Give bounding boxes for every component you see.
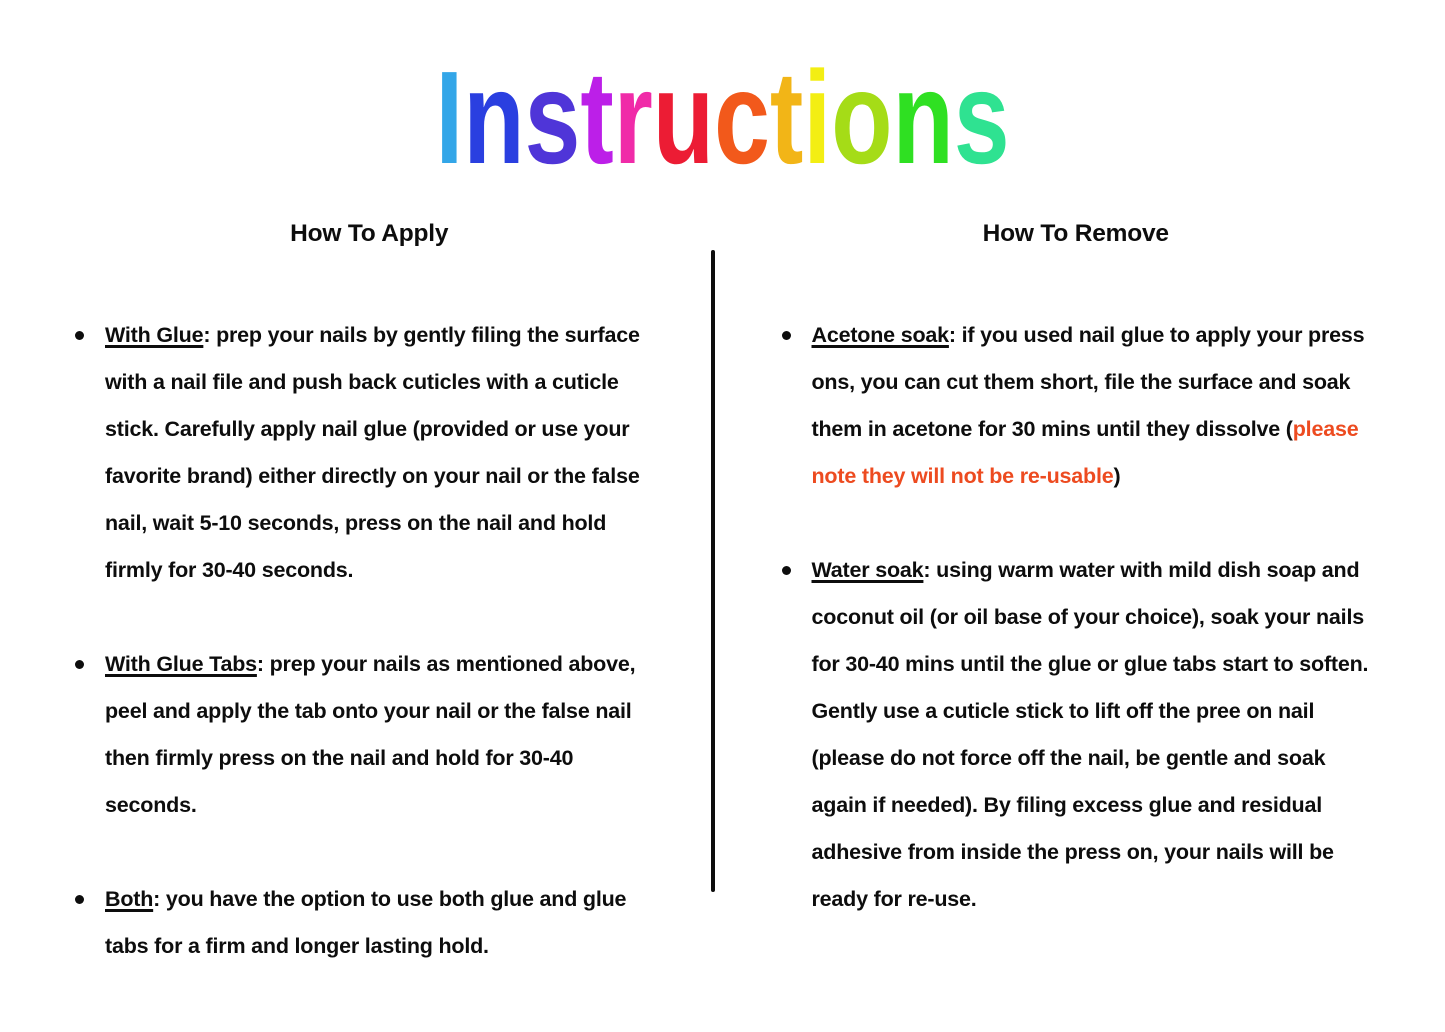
title-letter: c: [714, 44, 770, 191]
item-lead: Both: [105, 887, 154, 911]
item-body: : prep your nails by gently filing the surface with a nail file and push back cuticles with a cuticle stick. Carefully apply nail glue (provided or use your favorite brand) either directly on your nail or the false nail, wait 5-10 seconds, press on the nail and hold firmly for 30-40 seconds.: [105, 323, 640, 582]
title-letter: t: [580, 44, 614, 191]
remove-list: [779, 312, 1374, 923]
remove-section: [779, 220, 1374, 923]
item-lead: With Glue Tabs: [105, 652, 257, 676]
apply-heading: How To Apply: [290, 220, 449, 247]
apply-list: [72, 312, 667, 970]
item-body: : prep your nails as mentioned above, peel and apply the tab onto your nail or the false nail then firmly press on the nail and hold for 30-40 seconds.: [105, 652, 636, 817]
remove-heading: How To Remove: [982, 220, 1169, 247]
title-letter: t: [769, 44, 804, 191]
item-lead: With Glue: [105, 323, 204, 347]
item-body: : using warm water with mild dish soap and coconut oil (or oil base of your choice), soak your nails for 30-40 mins until the glue or glue tabs start to soften. Gently use a cuticle stick to lift off the pree on nail (please do not force off the nail, be gentle and soak again if needed). By filing excess glue and residual adhesive from inside the press on, your nails will be ready for re-use.: [811, 558, 1369, 911]
item-body: : if you used nail glue to apply your press ons, you can cut them short, file the surface and soak them in acetone for 30 mins until they dissolve (: [811, 323, 1365, 441]
list-item-both: [105, 876, 667, 970]
page-title: [173, 0, 1271, 191]
item-lead: Water soak: [811, 558, 924, 582]
columns-container: [0, 220, 1445, 970]
title-letter: n: [892, 44, 954, 191]
title-letter: u: [652, 44, 715, 191]
title-letter: I: [435, 44, 464, 191]
apply-section: [72, 220, 667, 970]
item-body: : you have the option to use both glue and glue tabs for a firm and longer lasting hold.: [105, 887, 627, 958]
item-note: please note they will not be re-usable: [811, 417, 1359, 488]
title-letter: r: [613, 44, 653, 191]
list-item-with-glue-tabs: [105, 641, 667, 829]
list-item-water-soak: [812, 547, 1374, 923]
title-letter: n: [463, 44, 525, 191]
title-letter: o: [831, 44, 893, 191]
title-letter: s: [524, 44, 581, 191]
title-letter: i: [803, 44, 832, 191]
item-lead: Acetone soak: [811, 323, 949, 347]
column-divider: [711, 250, 715, 892]
list-item-acetone-soak: [812, 312, 1374, 500]
item-close-paren: ): [1113, 464, 1121, 488]
list-item-with-glue: [105, 312, 667, 594]
title-letter: s: [953, 44, 1010, 191]
